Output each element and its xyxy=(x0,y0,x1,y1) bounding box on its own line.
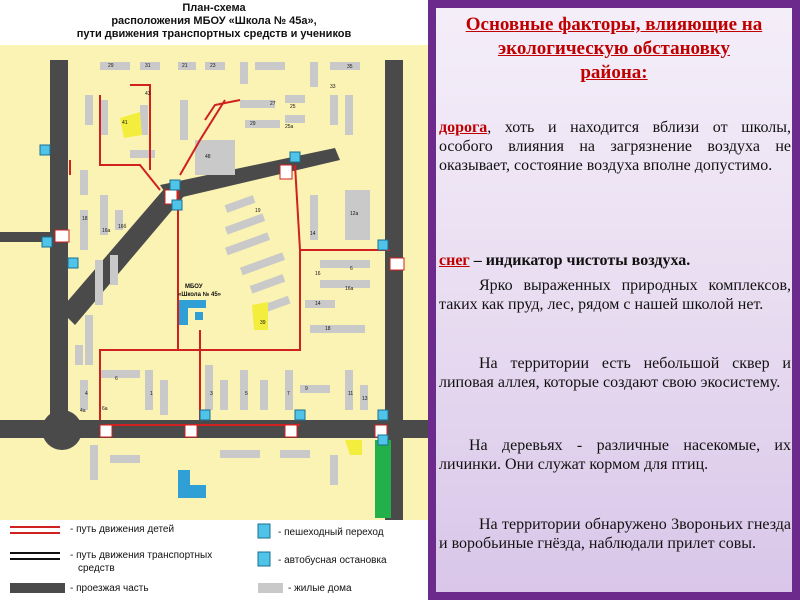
svg-text:31: 31 xyxy=(145,63,151,69)
svg-text:16а: 16а xyxy=(102,228,111,234)
svg-text:18: 18 xyxy=(82,216,88,222)
svg-text:1: 1 xyxy=(150,391,153,397)
svg-text:18: 18 xyxy=(325,326,331,332)
svg-text:29: 29 xyxy=(250,121,256,127)
keyword-snow: снег xyxy=(439,252,470,269)
park-strip xyxy=(375,440,391,518)
svg-text:25а: 25а xyxy=(285,124,294,130)
legend-crossing: - пешеходный переход xyxy=(278,527,384,538)
heading-line3: района: xyxy=(580,62,648,83)
map-title-line2: расположения МБОУ «Школа № 45а», xyxy=(111,15,317,27)
svg-text:3: 3 xyxy=(210,391,213,397)
svg-text:48: 48 xyxy=(205,154,211,160)
svg-text:21: 21 xyxy=(182,63,188,69)
map-title-line3: пути движения транспортных средств и учеников xyxy=(76,28,352,40)
heading-line1: Основные факторы, влияющие на xyxy=(465,14,763,35)
map-title-line1: План-схема xyxy=(182,2,246,14)
svg-text:14: 14 xyxy=(310,231,316,237)
svg-text:6: 6 xyxy=(350,266,353,272)
paragraph-road-text: , хоть и находится вблизи от школы, особого влияния на загрязнение воздуха не оказывает, состояние воздуха вполне допустимо. xyxy=(439,119,791,174)
svg-text:43: 43 xyxy=(145,91,151,97)
svg-text:19: 19 xyxy=(255,208,261,214)
svg-text:12а: 12а xyxy=(350,211,359,217)
paragraph-snow xyxy=(439,251,791,270)
legend-bus-stop: - автобусная остановка xyxy=(278,555,387,566)
svg-text:29: 29 xyxy=(108,63,114,69)
legend-carriageway: - проезжая часть xyxy=(70,583,149,594)
svg-text:33: 33 xyxy=(330,84,336,90)
paragraph-nests: На территории обнаружено 3вороньих гнезда и воробьиные гнёзда, наблюдали прилет совы. xyxy=(439,516,791,552)
svg-text:25: 25 xyxy=(290,104,296,110)
school-label-line2: «Школа № 45» xyxy=(178,292,221,298)
svg-text:23: 23 xyxy=(210,63,216,69)
svg-text:39: 39 xyxy=(260,320,266,326)
paragraph-road xyxy=(439,118,791,175)
svg-text:11: 11 xyxy=(348,391,354,397)
svg-text:27: 27 xyxy=(270,101,276,107)
keyword-road: дорога xyxy=(439,119,488,136)
svg-text:5: 5 xyxy=(245,391,248,397)
svg-text:16б: 16б xyxy=(118,224,127,230)
svg-text:7: 7 xyxy=(287,391,290,397)
svg-text:6а: 6а xyxy=(102,406,108,412)
svg-text:35: 35 xyxy=(347,64,353,70)
svg-text:4: 4 xyxy=(85,391,88,397)
svg-text:41: 41 xyxy=(122,120,128,126)
legend-houses: - жилые дома xyxy=(288,583,352,594)
legend-vehicle-path-line2: средств xyxy=(78,563,115,574)
svg-text:13: 13 xyxy=(362,396,368,402)
paragraph-snow-text: – индикатор чистоты воздуха. xyxy=(469,252,691,269)
legend-vehicle-path-line1: - путь движения транспортных xyxy=(70,550,213,561)
school-label-line1: МБОУ xyxy=(185,284,203,290)
roundabout xyxy=(42,410,82,450)
svg-text:14: 14 xyxy=(315,301,321,307)
heading-line2: экологическую обстановку xyxy=(497,38,731,59)
svg-text:6: 6 xyxy=(115,376,118,382)
paragraph-square: На территории есть небольшой сквер и липовая аллея, которые создают свою экосистему. xyxy=(439,355,791,391)
svg-text:9: 9 xyxy=(305,386,308,392)
svg-text:4а: 4а xyxy=(80,408,86,414)
paragraph-natural-complexes: Ярко выраженных природных комплексов, таких как пруд, лес, рядом с нашей школой нет. xyxy=(439,277,791,313)
text-panel xyxy=(436,8,792,592)
legend-children-path: - путь движения детей xyxy=(70,524,175,535)
svg-text:16: 16 xyxy=(315,271,321,277)
svg-text:16а: 16а xyxy=(345,286,354,292)
road-left-vertical xyxy=(50,60,68,430)
text-frame xyxy=(428,0,800,600)
paragraph-trees: На деревьях - различные насекомые, их личинки. Они служат кормом для птиц. xyxy=(439,437,791,473)
